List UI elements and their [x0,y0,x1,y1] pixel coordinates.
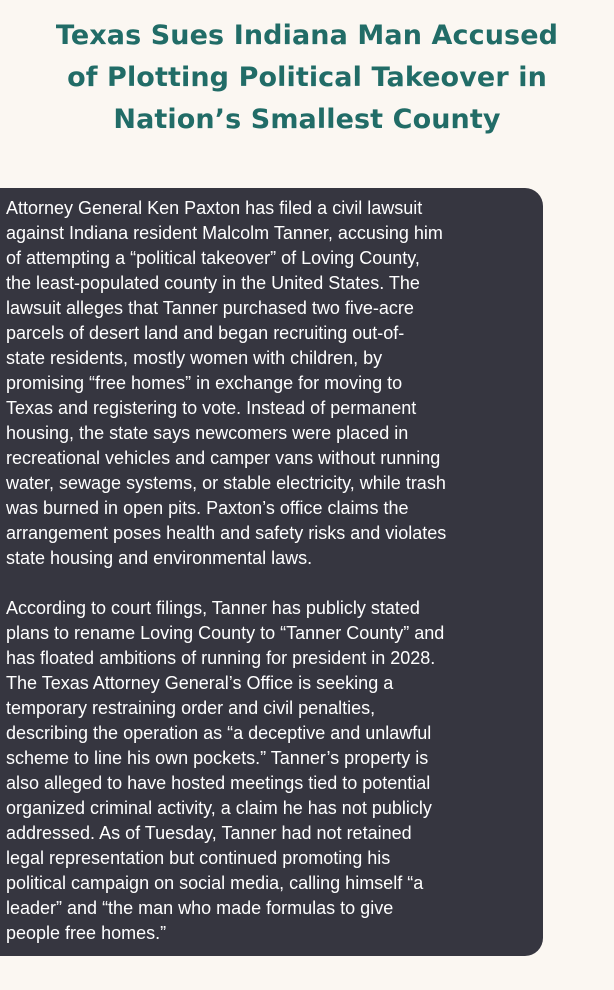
article-paragraph-2: According to court filings, Tanner has publicly stated plans to rename Loving County to “Tanner County” and has floated ambitions of running for president in 2028. The Texas Attorney General’s Office is seeking a temporary restraining order and civil penalties, describing the operation as “a deceptive and unlawful scheme to line his own pockets.” Tanner’s property is also alleged to have hosted meetings tied to potential organized criminal activity, a claim he has not publicly addressed. As of Tuesday, Tanner had not retained legal representation but continued promoting his political campaign on social media, calling himself “a leader” and “the man who made formulas to give people free homes.” [6,598,445,943]
article-card [0,188,543,956]
headline: Texas Sues Indiana Man Accused of Plotting Political Takeover in Nation’s Smallest County [55,20,559,135]
article-paragraph-1: Attorney General Ken Paxton has filed a civil lawsuit against Indiana resident Malcolm Tanner, accusing him of attempting a “political takeover” of Loving County, the least-populated county in the United States. The lawsuit alleges that Tanner purchased two five-acre parcels of desert land and began recruiting out-of- state residents, mostly women with children, by promising “free homes” in exchange for moving to Texas and registering to vote. Instead of permanent housing, the state says newcomers were placed in recreational vehicles and camper vans without running water, sewage systems, or stable electricity, while trash was burned in open pits. Paxton’s office claims the arrangement poses health and safety risks and violates state housing and environmental laws. [6,198,447,568]
